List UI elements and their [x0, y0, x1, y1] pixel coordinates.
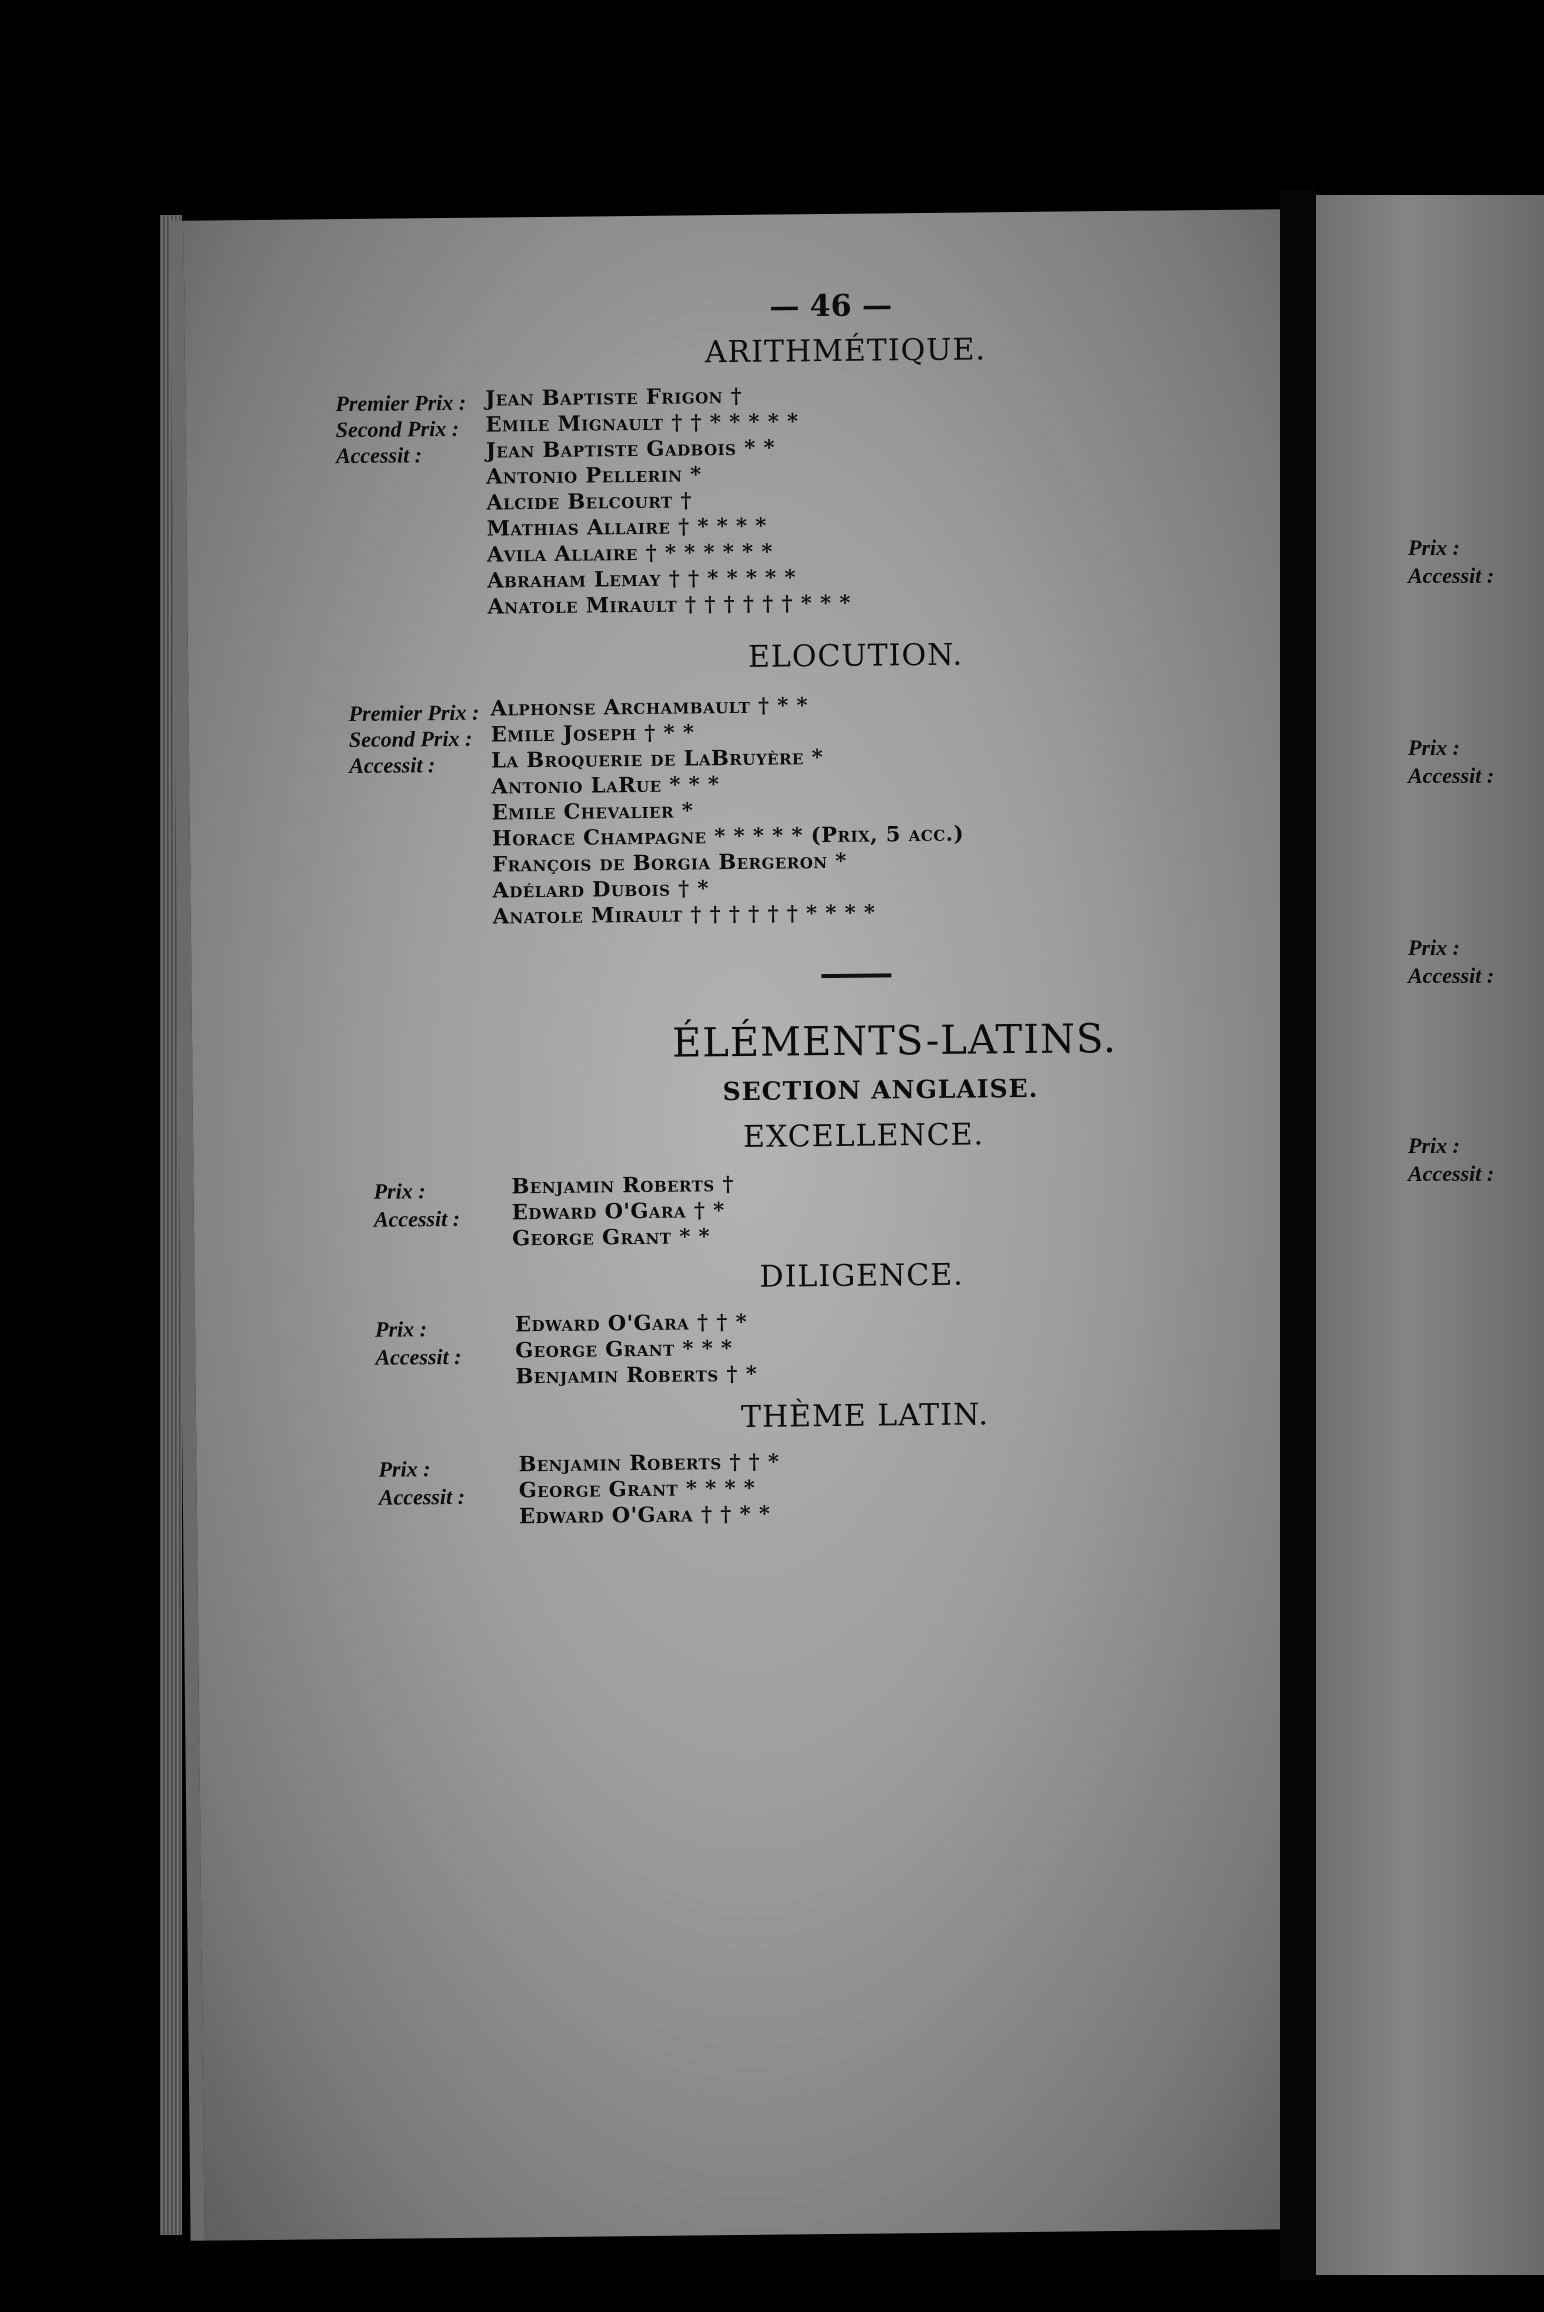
- left-page: [169, 209, 1304, 2241]
- right-label-prix: Prix :: [1408, 735, 1460, 760]
- label-second-prix: Second Prix :: [348, 725, 473, 753]
- section-title-elocution: ELOCUTION.: [747, 637, 964, 675]
- label-prix: Prix :: [378, 1456, 431, 1482]
- section-title-theme-latin: THÈME LATIN.: [740, 1397, 990, 1435]
- list-item: Benjamin Roberts † † *: [518, 1448, 780, 1477]
- label-premier-prix: Premier Prix :: [335, 389, 467, 417]
- label-second-prix: Second Prix :: [335, 415, 460, 443]
- section-title-diligence: DILIGENCE.: [759, 1257, 964, 1295]
- label-prix: Prix :: [374, 1316, 428, 1342]
- list-item: Anatole Mirault † † † † † † * * *: [487, 589, 852, 619]
- list-item: Avila Allaire † * * * * * *: [486, 538, 774, 567]
- label-accessit: Accessit :: [373, 1205, 461, 1232]
- list-item: Emile Joseph † * *: [490, 719, 695, 747]
- label-accessit: Accessit :: [378, 1483, 466, 1510]
- section-title-arithmetique: ARITHMÉTIQUE.: [704, 332, 987, 371]
- list-item: Anatole Mirault † † † † † † * * * *: [492, 899, 876, 929]
- list-item: Edward O'Gara † † *: [514, 1308, 748, 1337]
- list-item: Mathias Allaire † * * * *: [486, 512, 767, 541]
- list-item: Abraham Lemay † † * * * * *: [487, 564, 797, 593]
- list-item: Jean Baptiste Gadbois * *: [485, 434, 776, 463]
- list-item: Horace Champagne * * * * * (Prix, 5 acc.): [491, 820, 965, 851]
- list-item: George Grant * * * *: [518, 1474, 756, 1503]
- right-label-accessit: Accessit :: [1408, 563, 1495, 588]
- list-item: Edward O'Gara † † * *: [518, 1500, 771, 1529]
- list-item: François de Borgia Bergeron *: [492, 847, 847, 877]
- right-label-prix: Prix :: [1408, 535, 1460, 560]
- list-item: Benjamin Roberts † *: [515, 1360, 758, 1389]
- right-label-prix: Prix :: [1408, 1133, 1460, 1158]
- label-accessit: Accessit :: [349, 752, 436, 779]
- separator-rule: [821, 973, 891, 978]
- right-page-fragment: [1316, 195, 1544, 2275]
- book-gutter: [1280, 190, 1316, 2280]
- list-item: Benjamin Roberts †: [511, 1171, 735, 1199]
- label-accessit: Accessit :: [375, 1343, 462, 1370]
- list-item: Emile Mignault † † * * * * *: [485, 408, 799, 437]
- label-accessit: Accessit :: [335, 442, 423, 469]
- list-item: Edward O'Gara † *: [511, 1197, 725, 1225]
- list-item: Jean Baptiste Frigon †: [485, 382, 743, 411]
- list-item: Adélard Dubois † *: [492, 875, 710, 903]
- section-title-excellence: EXCELLENCE.: [742, 1117, 985, 1155]
- right-label-prix: Prix :: [1408, 935, 1460, 960]
- main-heading-elements-latins: ÉLÉMENTS-LATINS.: [671, 1016, 1117, 1067]
- list-item: Antonio Pellerin *: [486, 461, 702, 489]
- label-prix: Prix :: [373, 1178, 426, 1204]
- subheading-section-anglaise: SECTION ANGLAISE.: [722, 1073, 1039, 1107]
- list-item: Antonio LaRue * * *: [491, 771, 720, 799]
- right-label-accessit: Accessit :: [1408, 1161, 1495, 1186]
- right-label-accessit: Accessit :: [1408, 763, 1495, 788]
- list-item: George Grant * *: [511, 1223, 711, 1251]
- list-item: Alphonse Archambault † * *: [490, 692, 809, 721]
- list-item: La Broquerie de LaBruyère *: [490, 744, 824, 773]
- list-item: Alcide Belcourt †: [486, 487, 693, 515]
- right-label-accessit: Accessit :: [1408, 963, 1495, 988]
- list-item: George Grant * * *: [515, 1335, 733, 1363]
- label-premier-prix: Premier Prix :: [348, 699, 480, 727]
- page-number: — 46 —: [769, 288, 893, 325]
- list-item: Emile Chevalier *: [491, 797, 694, 825]
